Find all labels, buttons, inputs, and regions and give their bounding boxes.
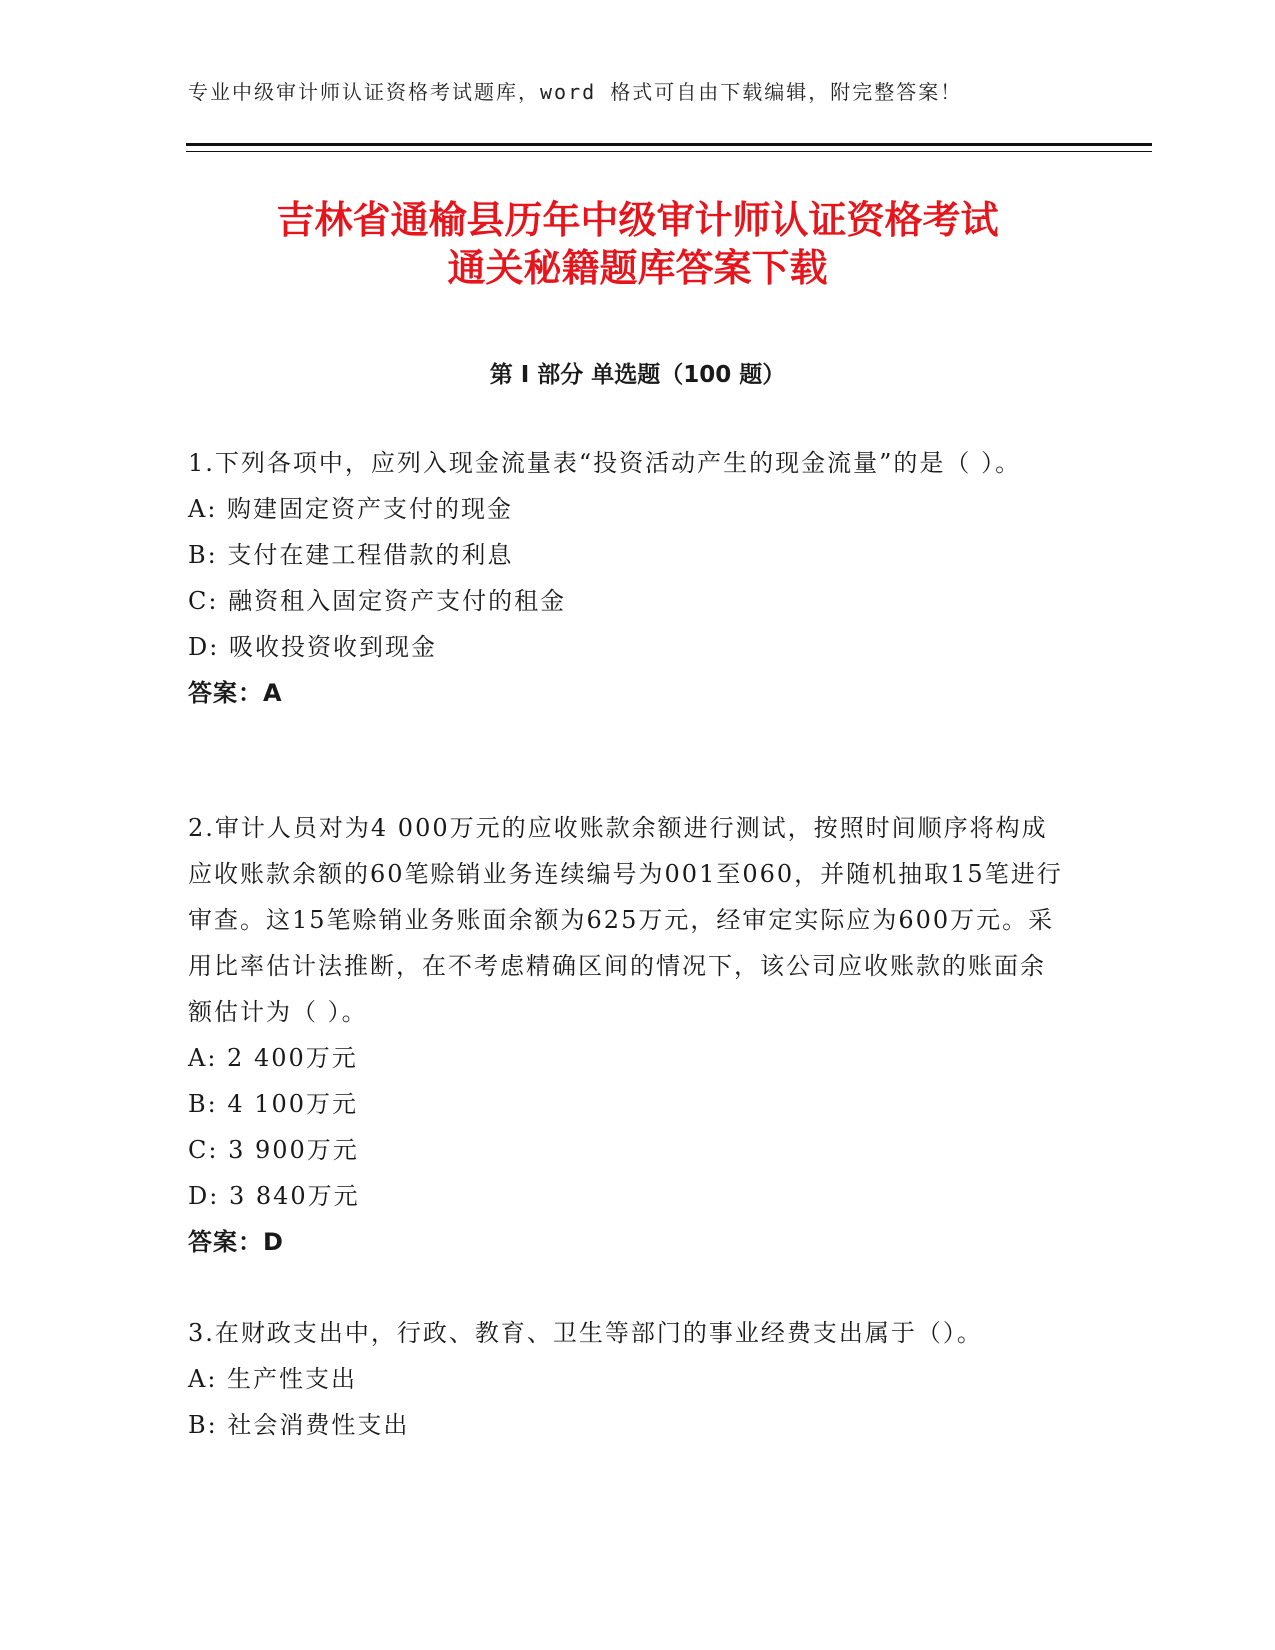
answer: 答案：D [188, 1228, 284, 1256]
title-line-1: 吉林省通榆县历年中级审计师认证资格考试 [276, 198, 999, 242]
question-stem: 1.下列各项中，应列入现金流量表“投资活动产生的现金流量”的是（ ）。 [188, 449, 1022, 477]
header-divider-thick [186, 143, 1152, 146]
section-heading: 第 I 部分 单选题（100 题） [489, 362, 786, 388]
option-d: D: 吸收投资收到现金 [188, 633, 437, 661]
question-2 [188, 805, 1068, 1265]
option-a: A: 购建固定资产支付的现金 [188, 495, 514, 523]
option-a: A: 2 400万元 [188, 1044, 358, 1072]
option-b: B: 支付在建工程借款的利息 [188, 541, 514, 569]
question-1 [188, 440, 1068, 716]
header-note: 专业中级审计师认证资格考试题库，word 格式可自由下载编辑，附完整答案！ [188, 80, 963, 104]
question-stem: 3.在财政支出中，行政、教育、卫生等部门的事业经费支出属于（）。 [188, 1319, 983, 1347]
option-a: A: 生产性支出 [188, 1365, 358, 1393]
option-c: C: 3 900万元 [188, 1136, 359, 1164]
option-c: C: 融资租入固定资产支付的租金 [188, 587, 567, 615]
title-line-2: 通关秘籍题库答案下载 [447, 246, 828, 290]
question-3 [188, 1310, 1068, 1448]
document-title [140, 196, 1135, 292]
option-d: D: 3 840万元 [188, 1182, 360, 1210]
header-divider-thin [186, 151, 1152, 152]
option-b: B: 4 100万元 [188, 1090, 359, 1118]
question-stem: 2.审计人员对为4 000万元的应收账款余额进行测试，按照时间顺序将构成应收账款余额的60笔赊销业务连续编号为001至060，并随机抽取15笔进行审查。这15笔赊销业务账面余额为625万元，经审定实际应为600万元。采用比率估计法推断，在不考虑精确区间的情况下，该公司应收账款的账面余额估计为（ ）。 [188, 814, 1063, 1026]
option-b: B: 社会消费性支出 [188, 1411, 410, 1439]
answer: 答案：A [188, 679, 283, 707]
